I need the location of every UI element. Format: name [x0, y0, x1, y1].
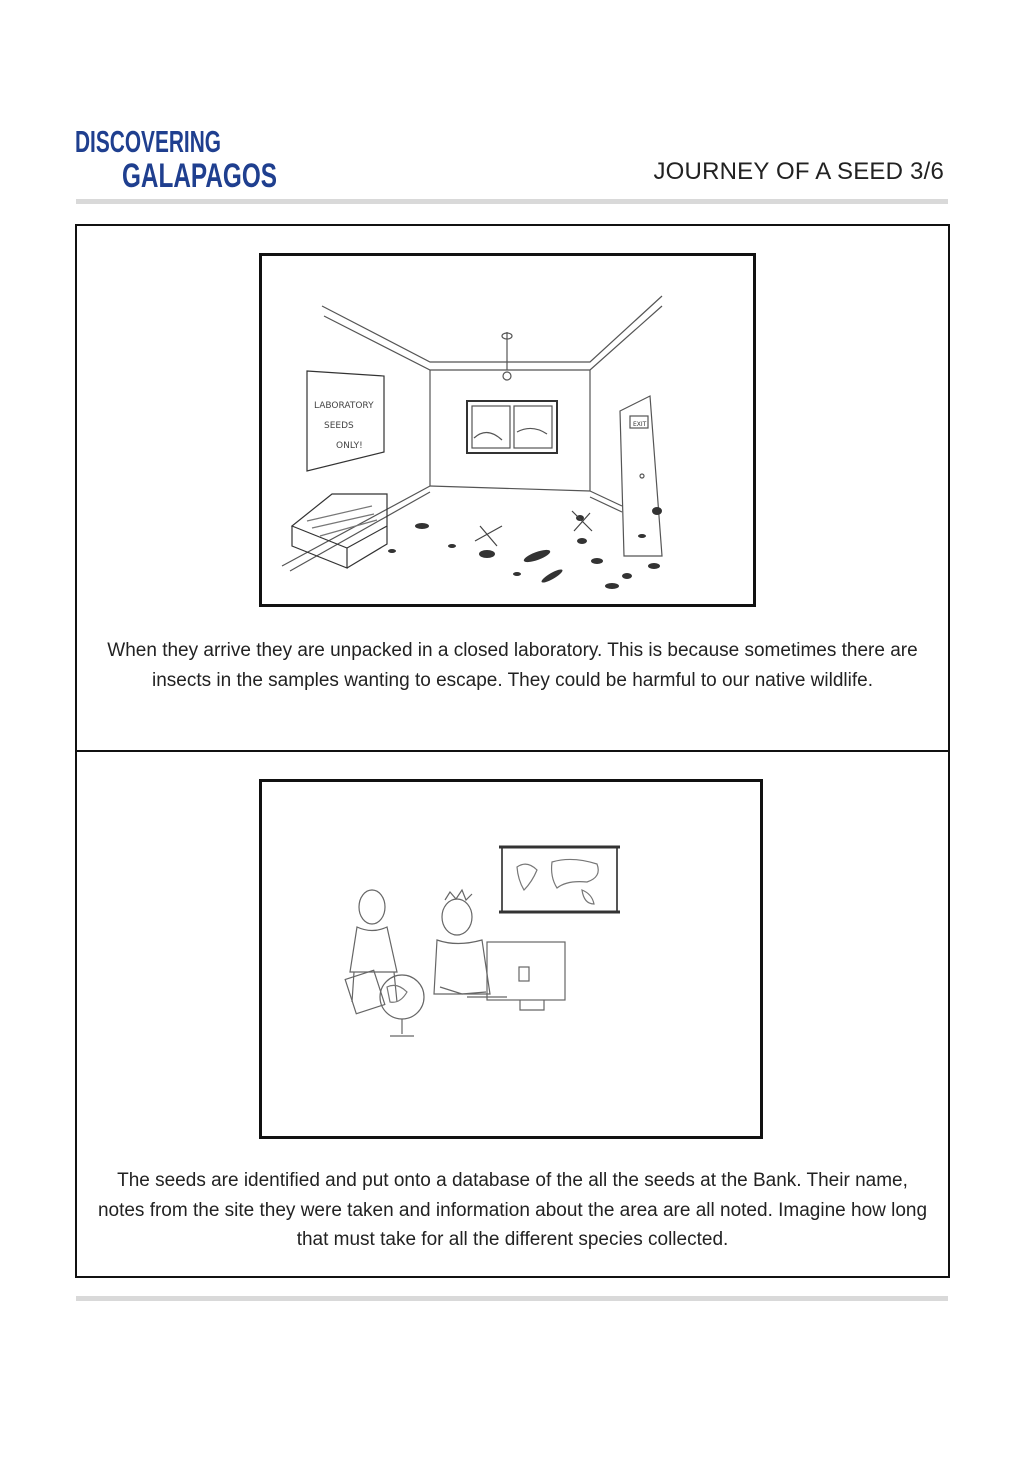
- lab-sign-line-1: LABORATORY: [314, 401, 374, 411]
- svg-text:GALAPAGOS: GALAPAGOS: [122, 157, 277, 195]
- exit-sign-text: EXIT: [633, 421, 647, 428]
- storyboard-panel-database: [77, 752, 948, 1276]
- panel-caption-database: The seeds are identified and put onto a database of the all the seeds at the Bank. Their name, notes from the site they were taken and information about the area are all noted. Imagine how long that must take for all the different species collected.: [97, 1170, 928, 1250]
- lab-sign-line-3: ONLY!: [336, 441, 363, 451]
- storyboard-panel-laboratory: [77, 226, 948, 752]
- database-illustration: [259, 779, 763, 1139]
- storyboard-frame: [75, 224, 950, 1278]
- discovering-galapagos-logo: [75, 120, 285, 195]
- laboratory-illustration: [259, 253, 756, 607]
- svg-text:DISCOVERING: DISCOVERING: [75, 124, 221, 159]
- lab-sign-line-2: SEEDS: [324, 421, 354, 431]
- header-divider: [76, 199, 948, 204]
- panel-caption-laboratory: When they arrive they are unpacked in a closed laboratory. This is because sometimes there are insects in the samples wanting to escape. They could be harmful to our native wildlife.: [107, 640, 918, 691]
- page-title: JOURNEY OF A SEED 3/6: [653, 158, 944, 185]
- footer-divider: [76, 1296, 948, 1301]
- logo-graphic: [75, 120, 285, 195]
